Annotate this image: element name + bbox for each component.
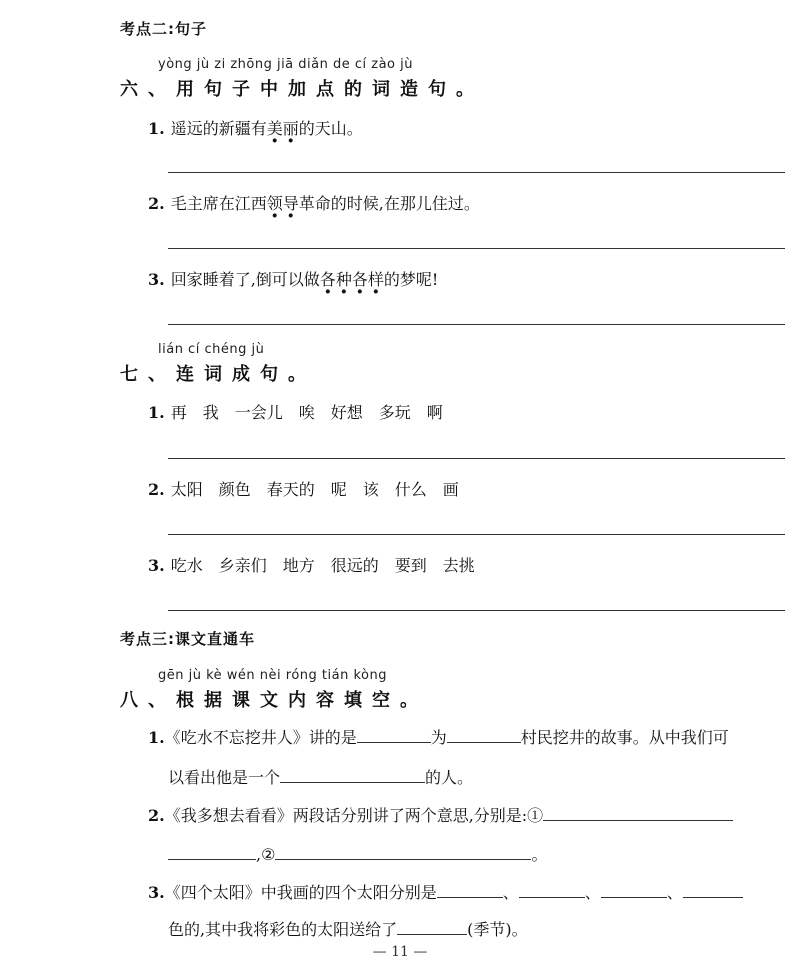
dotted-char: 各	[351, 270, 368, 289]
q7-pinyin: lián cí chéng jù	[158, 342, 265, 357]
dotted-char: 样	[367, 270, 384, 289]
q6-item-1: 1. 遥远的新疆有美丽的天山。	[148, 116, 363, 139]
dotted-char: 种	[335, 270, 352, 289]
q8-item-3-line1: 3.《四个太阳》中我画的四个太阳分别是 、 、 、	[148, 880, 743, 903]
answer-line-7-1[interactable]	[168, 458, 785, 459]
fill-blank[interactable]	[168, 845, 256, 860]
dotted-char: 领	[266, 194, 283, 213]
q6-title: 六、用句子中加点的词造句。	[120, 79, 484, 100]
fill-blank[interactable]	[447, 728, 521, 743]
fill-blank[interactable]	[275, 845, 531, 860]
dotted-char: 各	[319, 270, 336, 289]
q6-pinyin: yòng jù zi zhōng jiā diǎn de cí zào jù	[158, 57, 413, 72]
q7-title: 七、连词成句。	[120, 364, 316, 385]
q8-title: 八、根据课文内容填空。	[120, 690, 428, 711]
q8-item-2-line2: ,② 。	[168, 842, 547, 865]
answer-line-6-1[interactable]	[168, 172, 785, 173]
q6-item-3: 3. 回家睡着了,倒可以做各种各样的梦呢!	[148, 267, 438, 290]
answer-line-6-3[interactable]	[168, 324, 785, 325]
q8-item-1-line2: 以看出他是一个 的人。	[168, 768, 474, 787]
answer-line-6-2[interactable]	[168, 248, 785, 249]
answer-line-7-2[interactable]	[168, 534, 785, 535]
dotted-char: 美	[266, 119, 283, 138]
q7-item-3: 3. 吃水 乡亲们 地方 很远的 要到 去挑	[148, 556, 475, 575]
fill-blank[interactable]	[437, 883, 503, 898]
fill-blank[interactable]	[280, 768, 425, 783]
fill-blank[interactable]	[543, 806, 733, 821]
q8-item-2-line1: 2.《我多想去看看》两段话分别讲了两个意思,分别是:①	[148, 803, 733, 826]
section-heading-kaodian3: 考点三:课文直通车	[120, 630, 255, 648]
answer-line-7-3[interactable]	[168, 610, 785, 611]
q8-item-1-line1: 1.《吃水不忘挖井人》讲的是 为 村民挖井的故事。从中我们可	[148, 728, 729, 747]
fill-blank[interactable]	[683, 883, 743, 898]
q8-item-3-line2: 色的,其中我将彩色的太阳送给了 (季节)。	[168, 920, 528, 939]
dotted-char: 导	[282, 194, 299, 213]
fill-blank[interactable]	[601, 883, 667, 898]
q7-item-2: 2. 太阳 颜色 春天的 呢 该 什么 画	[148, 480, 459, 499]
q8-pinyin: gēn jù kè wén nèi róng tián kòng	[158, 668, 387, 683]
fill-blank[interactable]	[357, 728, 431, 743]
q7-item-1: 1. 再 我 一会儿 唉 好想 多玩 啊	[148, 403, 443, 422]
fill-blank[interactable]	[397, 920, 467, 935]
section-heading-kaodian2: 考点二:句子	[120, 20, 207, 38]
page-number: — 11 —	[372, 944, 428, 960]
q6-item-2: 2. 毛主席在江西领导革命的时候,在那儿住过。	[148, 191, 480, 214]
dotted-char: 丽	[282, 119, 299, 138]
fill-blank[interactable]	[519, 883, 585, 898]
